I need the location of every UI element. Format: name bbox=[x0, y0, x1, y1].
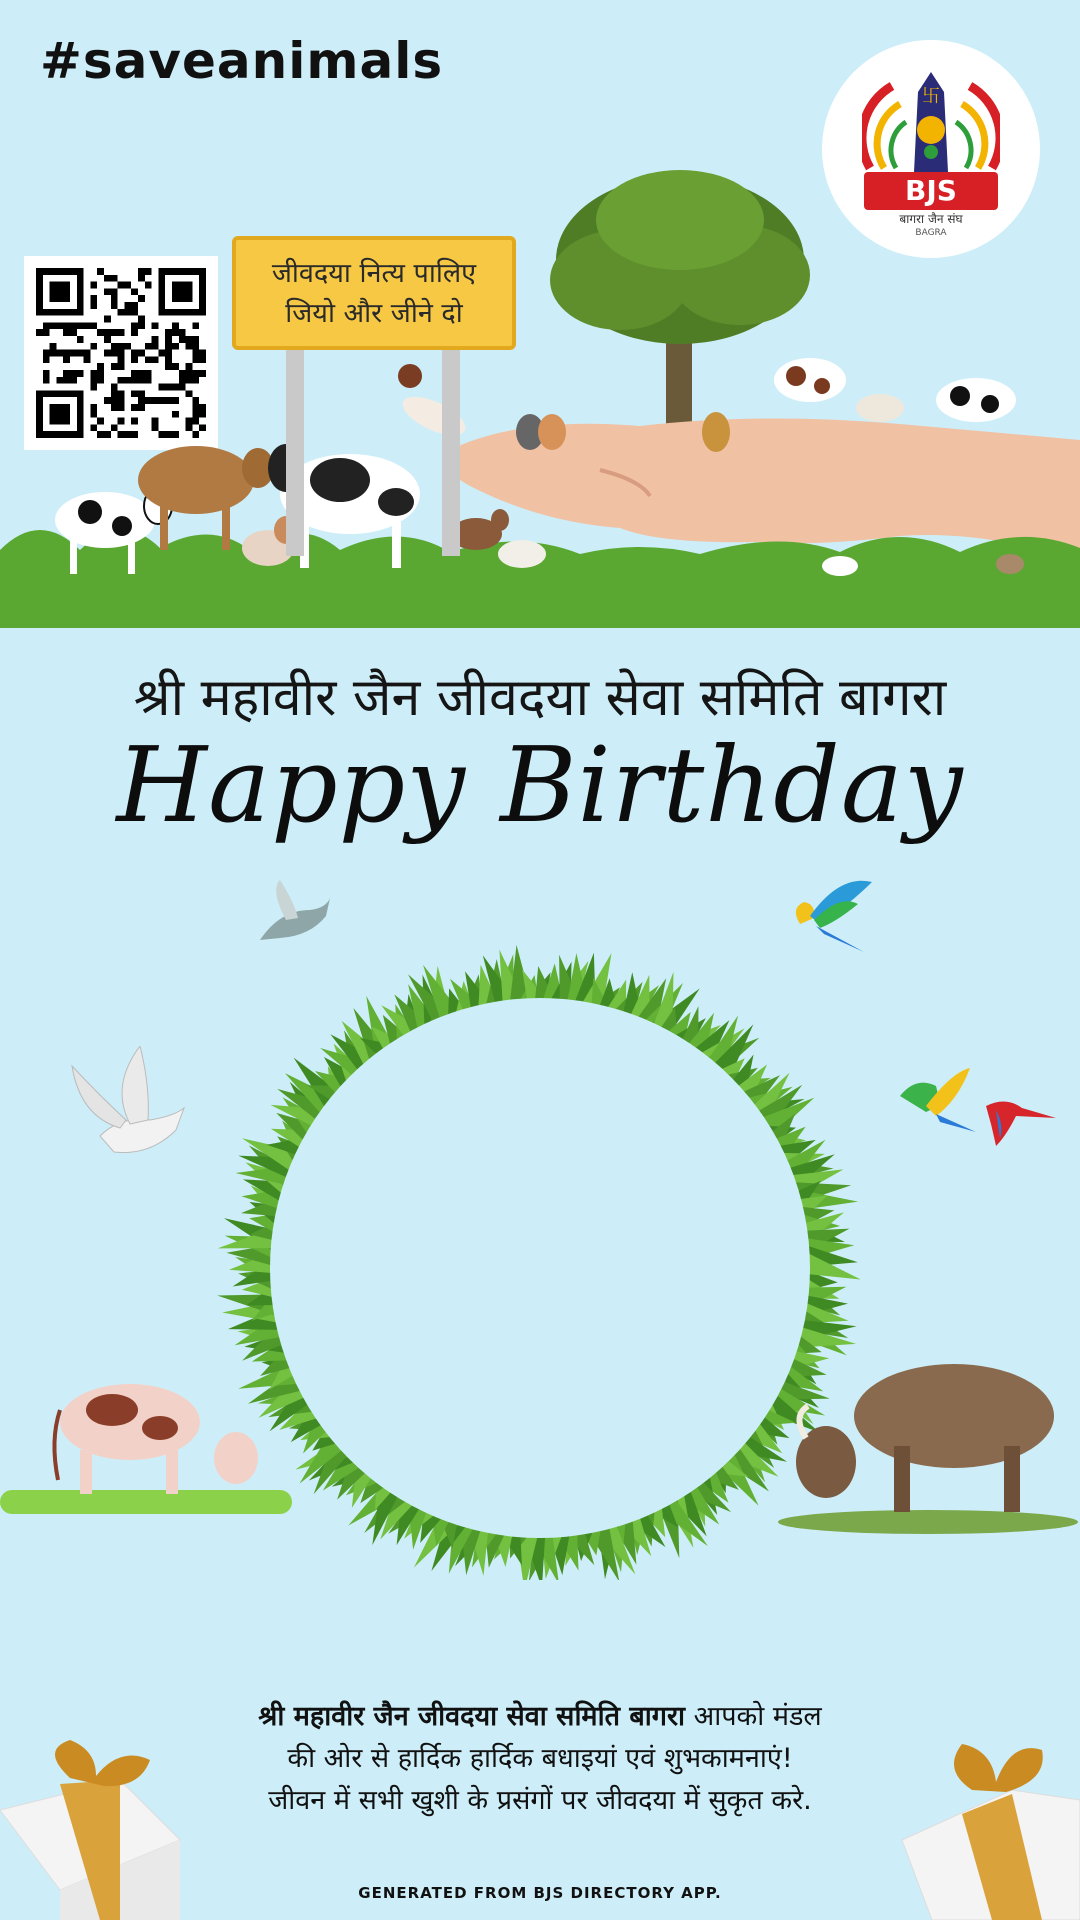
puppy-icon bbox=[702, 412, 730, 452]
message-line-1: आपको मंडल bbox=[685, 1701, 822, 1732]
message-organization: श्री महावीर जैन जीवदया सेवा समिति बागरा bbox=[258, 1701, 686, 1732]
sign-line-1: जीवदया नित्य पालिए bbox=[271, 258, 477, 289]
message-line-3: जीवन में सभी खुशी के प्रसंगों पर जीवदया में सुकृत करे. bbox=[268, 1785, 812, 1816]
sign-post bbox=[286, 344, 304, 556]
sign-board bbox=[232, 236, 516, 350]
animal-scene bbox=[0, 150, 1080, 628]
svg-text:卐: 卐 bbox=[922, 86, 940, 107]
logo-abbreviation: BJS bbox=[864, 172, 998, 210]
organization-title: श्री महावीर जैन जीवदया सेवा समिति बागरा bbox=[133, 668, 947, 728]
dove-icon bbox=[70, 1046, 190, 1180]
grazing-buffalo-icon bbox=[774, 1346, 1080, 1536]
parrots-icon bbox=[896, 1066, 1060, 1150]
footer-credit: GENERATED FROM BJS DIRECTORY APP. bbox=[358, 1884, 722, 1902]
birthday-message bbox=[140, 1696, 940, 1822]
logo-hindi-name: बागरा जैन संघ bbox=[899, 212, 963, 226]
message-line-2: की ओर से हार्दिक हार्दिक बधाइयां एवं शुभकामनाएं! bbox=[287, 1743, 793, 1774]
grazing-cow-icon bbox=[0, 1370, 296, 1526]
cows-on-hand-icon bbox=[774, 358, 1016, 422]
sign-post bbox=[442, 344, 460, 556]
photo-frame[interactable] bbox=[212, 940, 868, 1580]
sign-line-2: जियो और जीने दो bbox=[285, 298, 463, 329]
hashtag: #saveanimals bbox=[40, 32, 444, 90]
photo-placeholder[interactable] bbox=[270, 998, 810, 1538]
logo-city: BAGRA bbox=[915, 228, 947, 238]
greeting-title: Happy Birthday bbox=[116, 724, 964, 846]
